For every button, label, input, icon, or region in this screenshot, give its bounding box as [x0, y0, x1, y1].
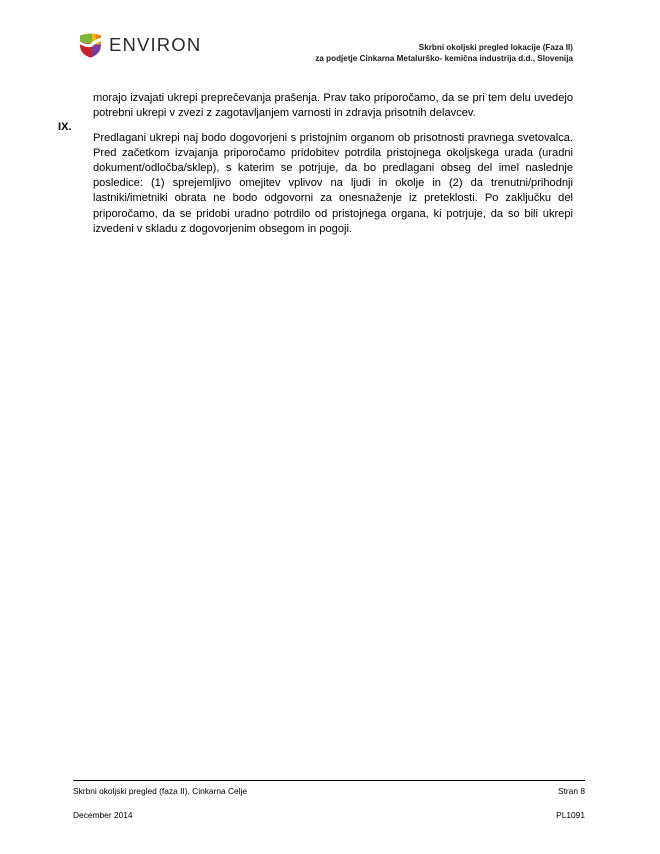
- environ-wordmark: ENVIRON: [109, 34, 202, 56]
- footer-date: December 2014: [73, 810, 133, 820]
- document-header: [180, 42, 573, 65]
- environ-shield-logo-icon: [79, 33, 102, 58]
- footer-divider: [73, 780, 585, 781]
- footer-document-title: Skrbni okoljski pregled (faza II), Cinkarna Celje: [73, 786, 248, 796]
- clause-ix-text: Predlagani ukrepi naj bodo dogovorjeni s pristojnim organom ob prisotnosti pravnega svetovalca. Pred začetkom izvajanja priporočamo pridobitev potrdila pristojnega okoljskega urada (uradni dokument/odločba/sklep), s katerim se potrjuje, da bo predlagani obseg del imel naslednje posledice: (1) sprejemljivo omejitev vplivov na ljudi in okolje in (2) da trenutni/prihodnji lastniki/imetniki obrata ne bodo odgovorni za onesnaženje iz preteklosti. Po zaključku del priporočamo, da se pridobi uradno potrdilo od pristojnega organa, ki potrjuje, da so bili ukrepi izvedeni v skladu z dogovorjenim obsegom in pogoji.: [93, 132, 573, 235]
- header-line-1: Skrbni okoljski pregled lokacije (Faza II): [418, 43, 573, 52]
- clause-ix: [58, 120, 573, 248]
- intro-paragraph: morajo izvajati ukrepi preprečevanja prašenja. Prav tako priporočamo, da se pri tem delu uvedejo potrebni ukrepi v zvezi z zagotavljanjem varnosti in zdravja prisotnih delavcev.: [93, 92, 573, 120]
- document-footer: [73, 780, 585, 820]
- clause-ix-marker: IX.: [58, 121, 72, 133]
- footer-project-code: PL1091: [556, 810, 585, 820]
- footer-row-title: [73, 786, 585, 796]
- footer-row-meta: [73, 810, 585, 820]
- header-line-2: za podjetje Cinkarna Metalurško- kemična industrija d.d., Slovenija: [315, 54, 573, 64]
- footer-page-label: Stran 8: [557, 786, 585, 796]
